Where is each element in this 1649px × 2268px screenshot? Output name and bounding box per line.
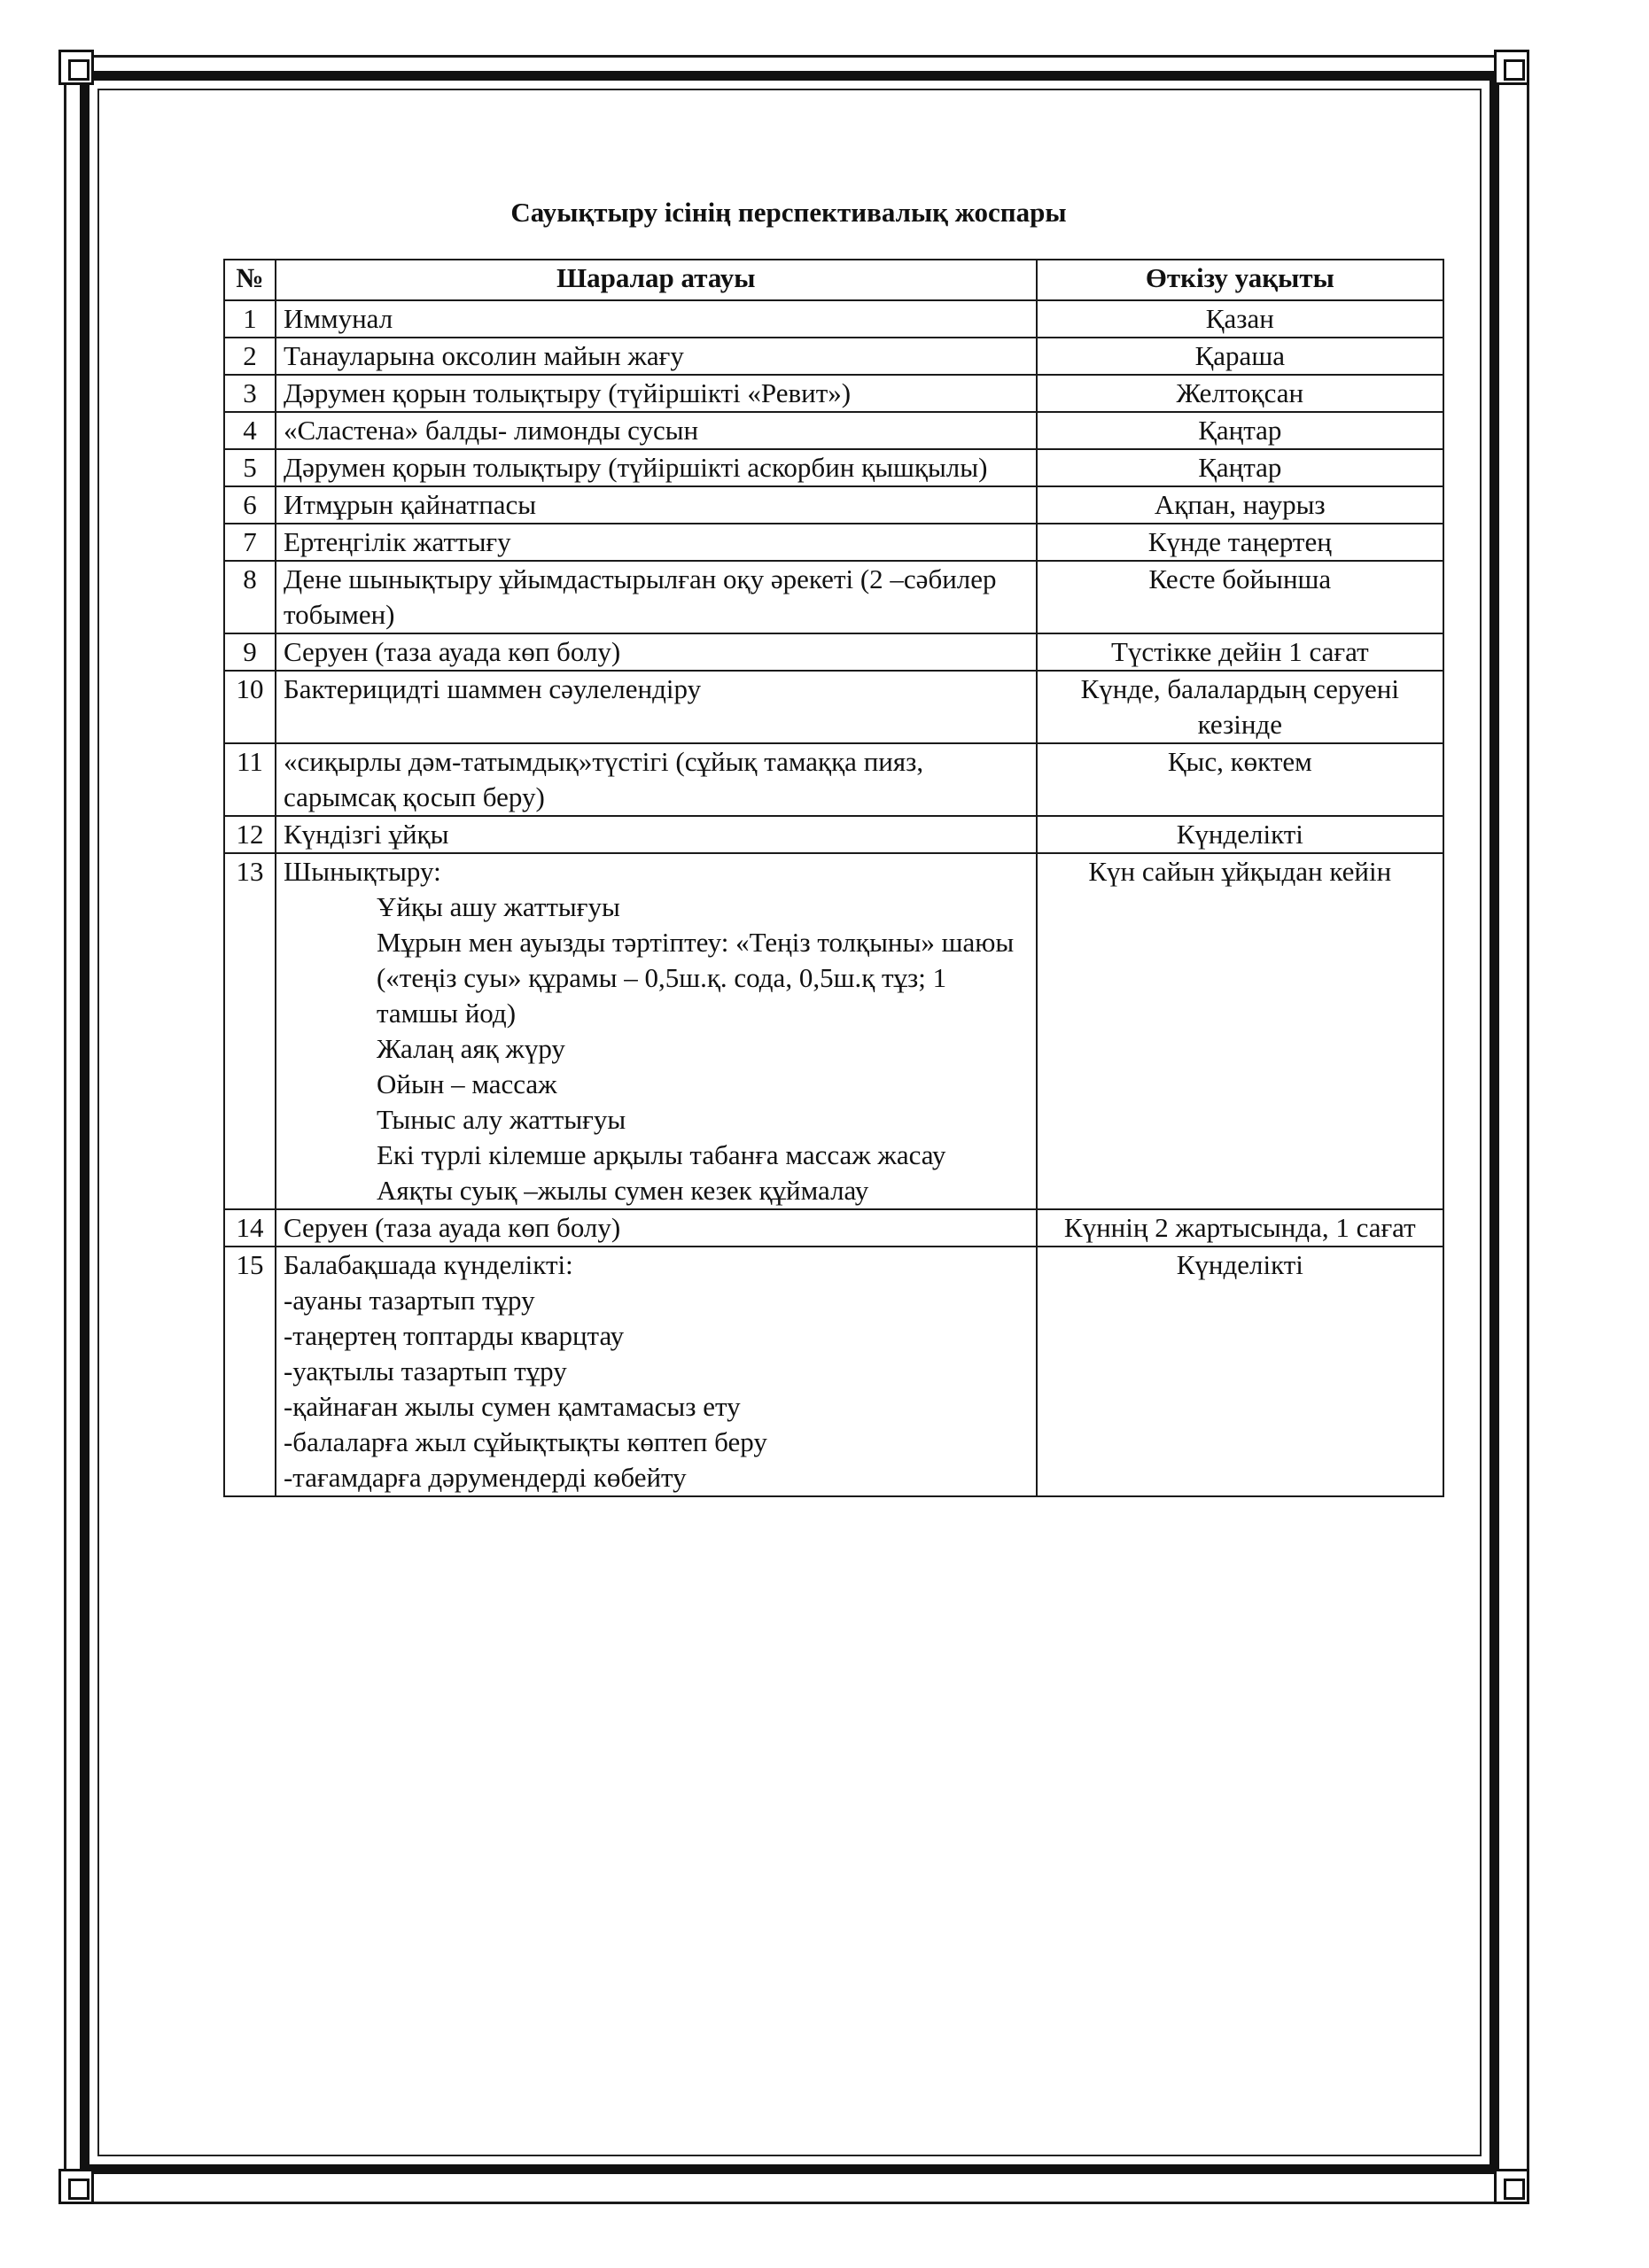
table-header-row: [224, 260, 1443, 300]
row-number: 13: [224, 853, 276, 1209]
row-activity: [276, 524, 1037, 561]
row-number: 1: [224, 300, 276, 338]
row-activity: [276, 1247, 1037, 1496]
row-activity: [276, 853, 1037, 1209]
row-schedule: Күн сайын ұйқыдан кейін: [1037, 853, 1443, 1209]
table-row: [224, 561, 1443, 633]
activity-name: Иммунал: [283, 303, 393, 334]
row-schedule: Күнделікті: [1037, 1247, 1443, 1496]
row-schedule: Түстікке дейін 1 сағат: [1037, 633, 1443, 671]
row-activity: [276, 1209, 1037, 1247]
header-number: №: [224, 260, 276, 300]
row-activity: [276, 743, 1037, 816]
table-row: [224, 853, 1443, 1209]
activity-name: Бактерицидті шаммен сәулелендіру: [283, 673, 702, 704]
activity-name: Дене шынықтыру ұйымдастырылған оқу әрекеті (2 –сәбилер тобымен): [283, 563, 997, 630]
table-row: [224, 633, 1443, 671]
table-row: [224, 816, 1443, 853]
frame-corner-ornament: [58, 2169, 94, 2204]
activity-sub-item: -тағамдарға дәрумендерді көбейту: [283, 1462, 687, 1493]
activity-name: Итмұрын қайнатпасы: [283, 489, 537, 520]
table-row: [224, 671, 1443, 743]
row-schedule: Күнделікті: [1037, 816, 1443, 853]
table-row: [224, 486, 1443, 524]
activity-sub-item: Ұйқы ашу жаттығуы: [376, 891, 620, 922]
row-number: 8: [224, 561, 276, 633]
row-number: 10: [224, 671, 276, 743]
activity-sub-item: Екі түрлі кілемше арқылы табанға массаж жасау: [376, 1139, 946, 1170]
activity-name: Серуен (таза ауада көп болу): [283, 636, 621, 667]
row-schedule: Ақпан, наурыз: [1037, 486, 1443, 524]
table-row: [224, 524, 1443, 561]
table-row: [224, 743, 1443, 816]
table-row: [224, 375, 1443, 412]
activity-name: Танауларына оксолин майын жағу: [283, 340, 684, 371]
row-activity: [276, 816, 1037, 853]
activity-name: Балабақшада күнделікті:: [283, 1249, 573, 1280]
row-number: 2: [224, 338, 276, 375]
row-activity: [276, 561, 1037, 633]
frame-corner-ornament: [1494, 2169, 1529, 2204]
row-schedule: Күнде таңертең: [1037, 524, 1443, 561]
page-title: Сауықтыру ісінің перспективалық жоспары: [510, 197, 1067, 228]
activity-sub-item: -уақтылы тазартып тұру: [283, 1355, 567, 1386]
activity-sub-item: -таңертең топтарды кварцтау: [283, 1320, 625, 1351]
table-row: [224, 449, 1443, 486]
row-number: 14: [224, 1209, 276, 1247]
table-row: [224, 338, 1443, 375]
activity-name: Дәрумен қорын толықтыру (түйіршікті аскорбин қышқылы): [283, 452, 988, 483]
activity-sub-item: -ауаны тазартып тұру: [283, 1285, 535, 1316]
table-row: [224, 412, 1443, 449]
row-schedule: Желтоқсан: [1037, 375, 1443, 412]
table-row: [224, 1209, 1443, 1247]
activity-sub-item: -балаларға жыл сұйықтықты көптеп беру: [283, 1426, 767, 1457]
header-activity-name: Шаралар атауы: [276, 260, 1037, 300]
activity-name: Күндізгі ұйқы: [283, 819, 449, 850]
row-activity: [276, 300, 1037, 338]
header-schedule: Өткізу уақыты: [1037, 260, 1443, 300]
activity-sub-item: Ойын – массаж: [376, 1068, 557, 1099]
table-row: [224, 300, 1443, 338]
row-schedule: Қараша: [1037, 338, 1443, 375]
activity-sub-item: -қайнаған жылы сумен қамтамасыз ету: [283, 1391, 741, 1422]
activity-sub-item: Жалаң аяқ жүру: [376, 1033, 565, 1064]
row-number: 11: [224, 743, 276, 816]
frame-corner-ornament: [1494, 50, 1529, 85]
row-schedule: Қаңтар: [1037, 412, 1443, 449]
row-number: 3: [224, 375, 276, 412]
activity-sub-item: Аяқты суық –жылы сумен кезек құймалау: [376, 1175, 869, 1206]
row-schedule: Күннің 2 жартысында, 1 сағат: [1037, 1209, 1443, 1247]
activity-name: Шынықтыру:: [283, 856, 441, 887]
row-schedule: Қаңтар: [1037, 449, 1443, 486]
table-row: [224, 1247, 1443, 1496]
row-schedule: Күнде, балалардың серуені кезінде: [1037, 671, 1443, 743]
row-activity: [276, 449, 1037, 486]
row-activity: [276, 486, 1037, 524]
row-activity: [276, 633, 1037, 671]
row-number: 4: [224, 412, 276, 449]
row-number: 9: [224, 633, 276, 671]
table-body: [224, 300, 1443, 1496]
row-activity: [276, 412, 1037, 449]
row-number: 15: [224, 1247, 276, 1496]
plan-table: [223, 259, 1444, 1497]
row-activity: [276, 375, 1037, 412]
activity-name: Дәрумен қорын толықтыру (түйіршікті «Ревит»): [283, 377, 852, 408]
activity-name: Ертеңгілік жаттығу: [283, 526, 511, 557]
activity-sub-item: Мұрын мен ауызды тәртіптеу: «Теңіз толқыны» шаюы («теңіз суы» құрамы – 0,5ш.қ. сода, 0,5ш.қ тұз; 1 тамшы йод): [376, 927, 1015, 1029]
activity-sub-item: Тыныс алу жаттығуы: [376, 1104, 626, 1135]
activity-name: «сиқырлы дәм-татымдық»түстігі (сұйық тамаққа пияз, сарымсақ қосып беру): [283, 746, 924, 812]
row-activity: [276, 671, 1037, 743]
activity-name: «Сластена» балды- лимонды сусын: [283, 415, 699, 446]
frame-corner-ornament: [58, 50, 94, 85]
row-number: 5: [224, 449, 276, 486]
row-number: 6: [224, 486, 276, 524]
row-number: 12: [224, 816, 276, 853]
row-activity: [276, 338, 1037, 375]
row-number: 7: [224, 524, 276, 561]
row-schedule: Қыс, көктем: [1037, 743, 1443, 816]
row-schedule: Кесте бойынша: [1037, 561, 1443, 633]
activity-name: Серуен (таза ауада көп болу): [283, 1212, 621, 1243]
row-schedule: Қазан: [1037, 300, 1443, 338]
